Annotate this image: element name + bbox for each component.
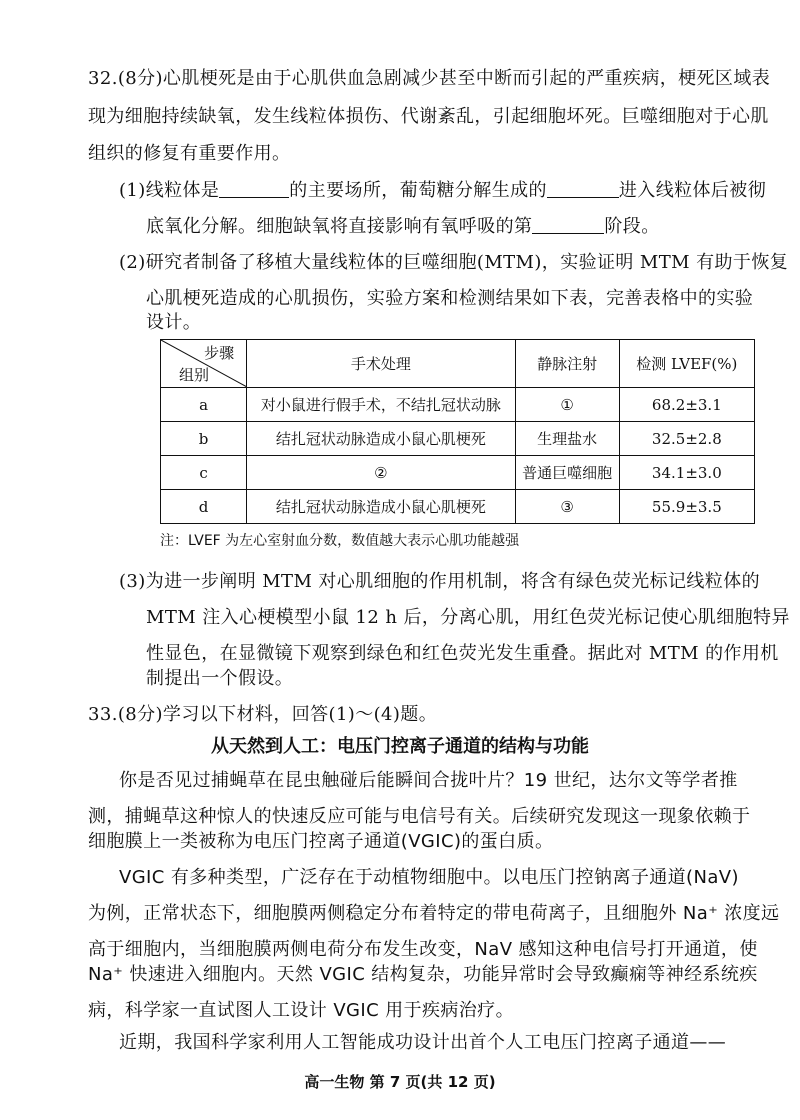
header-iv-injection: 静脉注射: [515, 340, 619, 388]
q32-part3-line4: 制提出一个假设。: [146, 668, 294, 689]
table-row: [161, 422, 755, 456]
q32-line-3: 组织的修复有重要作用。: [88, 143, 291, 164]
table-row: [161, 456, 755, 490]
cell-group: c: [161, 456, 247, 490]
q32-part1-text-c: 进入线粒体后被彻: [618, 180, 767, 201]
article-para2-line2: 为例，正常状态下，细胞膜两侧稳定分布着特定的带电荷离子，且细胞外 Na⁺ 浓度远: [88, 903, 780, 924]
answer-blank-1[interactable]: [219, 179, 289, 198]
header-surgery: 手术处理: [247, 340, 515, 388]
cell-surgery[interactable]: ②: [247, 456, 515, 490]
page-footer: 高一生物 第 7 页(共 12 页): [304, 1073, 496, 1091]
cell-lvef: 34.1±3.0: [619, 456, 754, 490]
table-header-row: [161, 340, 755, 388]
q32-part3-line2: MTM 注入心梗模型小鼠 12 h 后，分离心肌，用红色荧光标记使心肌细胞特异: [146, 607, 790, 628]
table-corner-cell: [161, 340, 247, 388]
q32-part3-line1: (3)为进一步阐明 MTM 对心肌细胞的作用机制，将含有绿色荧光标记线粒体的: [119, 571, 761, 592]
article-para2-line1: VGIC 有多种类型，广泛存在于动植物细胞中。以电压门控钠离子通道(NaV): [119, 867, 739, 888]
cell-group: d: [161, 490, 247, 524]
q32-part1-text-d: 底氧化分解。细胞缺氧将直接影响有氧呼吸的第: [146, 216, 533, 237]
cell-surgery: 结扎冠状动脉造成小鼠心肌梗死: [247, 422, 515, 456]
table-note: 注：LVEF 为左心室射血分数，数值越大表示心肌功能越强: [160, 533, 520, 549]
experiment-table: [160, 339, 755, 524]
article-para2-line4: Na⁺ 快速进入细胞内。天然 VGIC 结构复杂，功能异常时会导致癫痫等神经系统疾: [88, 964, 758, 985]
cell-group: b: [161, 422, 247, 456]
cell-iv[interactable]: ③: [515, 490, 619, 524]
header-lvef: 检测 LVEF(%): [619, 340, 754, 388]
table-row: [161, 490, 755, 524]
cell-lvef: 55.9±3.5: [619, 490, 754, 524]
article-para1-line1: 你是否见过捕蝇草在昆虫触碰后能瞬间合拢叶片？19 世纪，达尔文等学者推: [119, 770, 738, 791]
corner-label-group: 组别: [179, 366, 210, 384]
cell-iv[interactable]: ①: [515, 388, 619, 422]
q32-part2-line2: 心肌梗死造成的心肌损伤，实验方案和检测结果如下表，完善表格中的实验: [146, 288, 754, 309]
q32-part2-line3: 设计。: [146, 312, 202, 333]
q32-part3-line3: 性显色，在显微镜下观察到绿色和红色荧光发生重叠。据此对 MTM 的作用机: [146, 643, 779, 664]
cell-lvef: 32.5±2.8: [619, 422, 754, 456]
article-para1-line3: 细胞膜上一类被称为电压门控离子通道(VGIC)的蛋白质。: [88, 831, 554, 852]
answer-blank-3[interactable]: [532, 215, 604, 234]
cell-lvef: 68.2±3.1: [619, 388, 754, 422]
q32-part2-line1: (2)研究者制备了移植大量线粒体的巨噬细胞(MTM)，实验证明 MTM 有助于恢复: [119, 252, 789, 273]
article-title: 从天然到人工：电压门控离子通道的结构与功能: [211, 736, 589, 757]
q32-part1-text-b: 的主要场所，葡萄糖分解生成的: [289, 180, 547, 201]
q32-part1-line2: [146, 214, 660, 240]
article-para2-line3: 高于细胞内，当细胞膜两侧电荷分布发生改变，NaV 感知这种电信号打开通道，使: [88, 939, 758, 960]
answer-blank-2[interactable]: [547, 179, 619, 198]
q32-part1-text-a: (1)线粒体是: [119, 180, 220, 201]
cell-surgery: 对小鼠进行假手术，不结扎冠状动脉: [247, 388, 515, 422]
q32-part1-line1: [119, 178, 766, 204]
table-row: [161, 388, 755, 422]
cell-surgery: 结扎冠状动脉造成小鼠心肌梗死: [247, 490, 515, 524]
cell-group: a: [161, 388, 247, 422]
q32-line-2: 现为细胞持续缺氧，发生线粒体损伤、代谢紊乱，引起细胞坏死。巨噬细胞对于心肌: [88, 106, 769, 127]
cell-iv: 普通巨噬细胞: [515, 456, 619, 490]
q32-part1-text-e: 阶段。: [604, 216, 660, 237]
cell-iv: 生理盐水: [515, 422, 619, 456]
article-para2-line5: 病，科学家一直试图人工设计 VGIC 用于疾病治疗。: [88, 1000, 514, 1021]
article-para3-line1: 近期，我国科学家利用人工智能成功设计出首个人工电压门控离子通道——: [119, 1032, 727, 1053]
q32-line-1: 32.(8分)心肌梗死是由于心肌供血急剧减少甚至中断而引起的严重疾病，梗死区域表: [88, 68, 771, 89]
corner-label-steps: 步骤: [204, 344, 235, 362]
article-para1-line2: 测，捕蝇草这种惊人的快速反应可能与电信号有关。后续研究发现这一现象依赖于: [88, 806, 751, 827]
q33-line-1: 33.(8分)学习以下材料，回答(1)～(4)题。: [88, 704, 438, 725]
